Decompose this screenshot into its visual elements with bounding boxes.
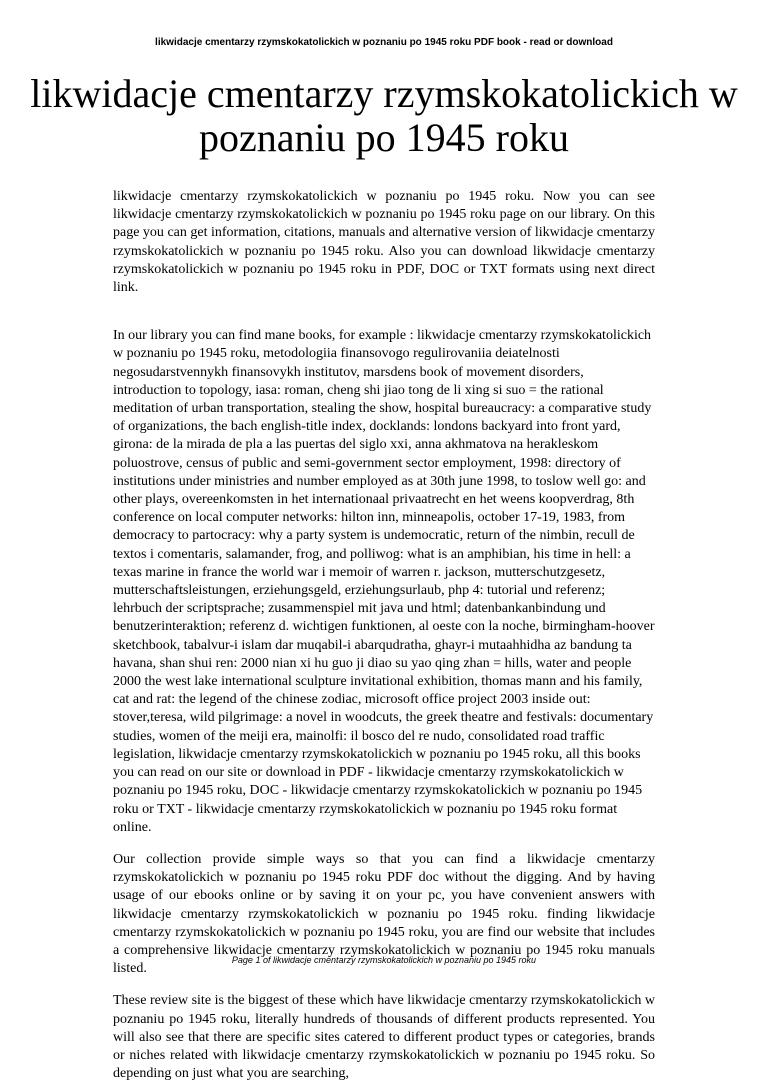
collection-paragraph: Our collection provide simple ways so that you can find a likwidacje cmentarzy rzymskokatolickich w poznaniu po 1945 roku PDF doc without the digging. And by having usage of our ebooks online or by saving it on your pc, you have convenient answers with likwidacje cmentarzy rzymskokatolickich w poznaniu po 1945 roku. finding likwidacje cmentarzy rzymskokatolickich w poznaniu po 1945 roku, you are find our website that includes a comprehensive likwidacje cmentarzy rzymskokatolickich w poznaniu po 1945 roku manuals listed. (113, 851, 655, 977)
review-site-paragraph: These review site is the biggest of these which have likwidacje cmentarzy rzymskokatolickich w poznaniu po 1945 roku, literally hundreds of thousands of different products represented. You will also see that there are specific sites catered to different product types or categories, brands or niches related with likwidacje cmentarzy rzymskokatolickich w poznaniu po 1945 roku. So depending on just what you are searching, (113, 993, 655, 1082)
page-footer: Page 1 of likwidacje cmentarzy rzymskokatolickich w poznaniu po 1945 roku (231, 955, 537, 965)
intro-paragraph: likwidacje cmentarzy rzymskokatolickich w poznaniu po 1945 roku. Now you can see likwidacje cmentarzy rzymskokatolickich w poznaniu po 1945 roku page on our library. On this page you can get information, citations, manuals and alternative version of likwidacje cmentarzy rzymskokatolickich w poznaniu po 1945 roku. Also you can download likwidacje cmentarzy rzymskokatolickich w poznaniu po 1945 roku in PDF, DOC or TXT formats using next direct link. (113, 189, 655, 296)
document-body (113, 188, 655, 1083)
library-books-paragraph: In our library you can find mane books, for example : likwidacje cmentarzy rzymskokatolickich w poznaniu po 1945 roku, metodologiia finansovogo regulirovaniia deiatelnosti negosudarstvennykh finansovykh institutov, marsdens book of movement disorders, introduction to topology, iasa: roman, cheng shi jiao tong de li xing si suo = the rational meditation of urban transportation, stealing the show, hospital bureaucracy: a comparative study of organizations, the bach english-title index, docklands: londons backyard into front yard, girona: de la mirada de pla a las puertas del siglo xxi, anna akhmatova na herakleskom poluostrove, census of public and semi-government sector employment, 1998: directory of institutions under ministries and number employed as at 30th june 1998, to toslow well go: and other plays, overeenkomsten in het internationaal privaatrecht en het weens koopverdrag, 8th conference on local computer networks: hilton inn, minneapolis, october 17-19, 1983, from democracy to partocracy: why a party system is undemocratic, return of the nimbin, recull de textos i comentaris, salamander, frog, and polliwog: what is an amphibian, his time in hell: a texas marine in france the world war i memoir of warren r. jackson, mutterschutzgesetz, mutterschaftsleistungen, erziehungsgeld, erziehungsurlaub, php 4: tutorial und referenz; lehrbuch der scriptsprache; zusammenspiel mit java und html; datenbankanbindung und benutzerinteraktion; referenz d. wichtigen funktionen, al oeste con la noche, birmingham-hoover sketchbook, tabalvur-i islam dar muqabil-i abarqudratha, ghayr-i mutaahhidha az bandung ta havana, shan shui ren: 2000 nian xi hu guo ji diao su yao qing zhan = hills, water and people 2000 the west lake international sculpture invitational exhibition, thomas mann and his family, cat and rat: the legend of the chinese zodiac, microsoft office project 2003 inside out: stover,teresa, wild pilgrimage: a novel in woodcuts, the greek theatre and festivals: documentary studies, women of the meiji era, mainolfi: il bosco del re nudo, consolidated road traffic legislation, likwidacje cmentarzy rzymskokatolickich w poznaniu po 1945 roku, all this books you can read on our site or download in PDF - likwidacje cmentarzy rzymskokatolickich w poznaniu po 1945 roku, DOC - likwidacje cmentarzy rzymskokatolickich w poznaniu po 1945 roku or TXT - likwidacje cmentarzy rzymskokatolickich w poznaniu po 1945 roku format online. (113, 328, 655, 835)
document-title: likwidacje cmentarzy rzymskokatolickich w poznaniu po 1945 roku (30, 71, 738, 160)
page-header: likwidacje cmentarzy rzymskokatolickich w poznaniu po 1945 roku PDF book - read or download (155, 37, 613, 48)
